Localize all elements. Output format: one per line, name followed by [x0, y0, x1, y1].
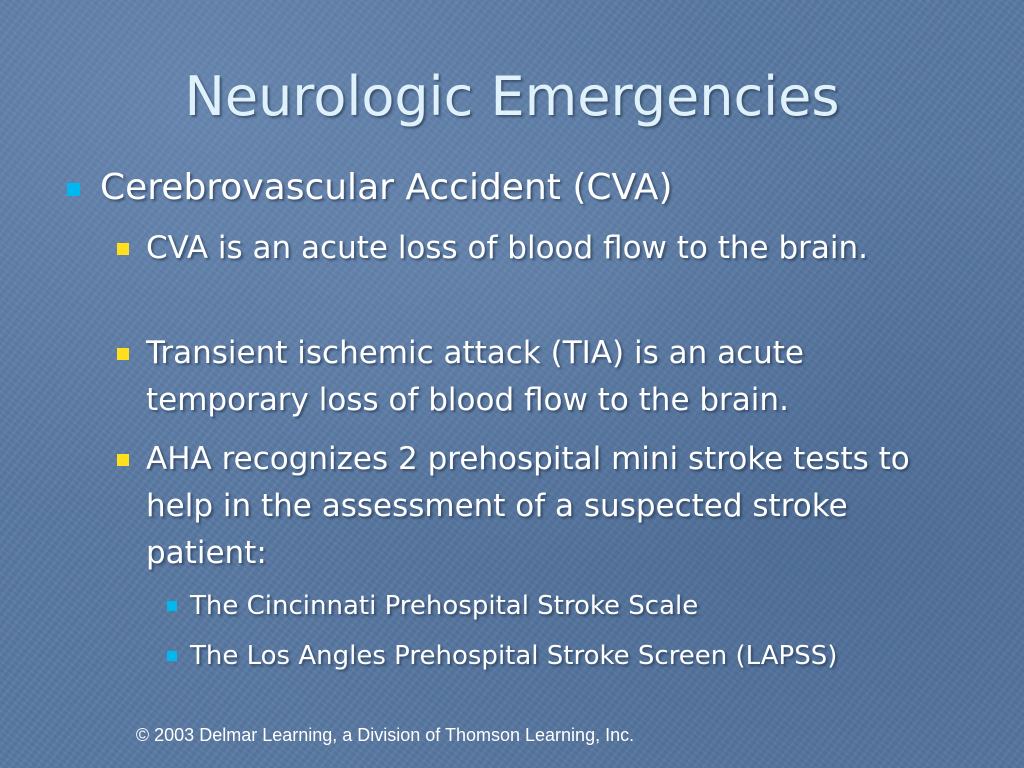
bullet-level2-tia-definition: [146, 330, 976, 424]
copyright-footer: © 2003 Delmar Learning, a Division of Thomson Learning, Inc.: [135, 725, 635, 745]
bullet-text: AHA recognizes 2 prehospital mini stroke tests to help in the assessment of a suspected stroke patient:: [146, 441, 910, 571]
square-bullet-icon: [167, 601, 177, 611]
bullet-text: Cerebrovascular Accident (CVA): [100, 167, 673, 208]
square-bullet-icon: [67, 183, 80, 196]
bullet-level2-cva-definition: [146, 225, 976, 272]
bullet-text: The Los Angles Prehospital Stroke Screen (LAPSS): [190, 641, 838, 671]
bullet-level3-cincinnati: [190, 586, 990, 626]
bullet-text: Transient ischemic attack (TIA) is an acute temporary loss of blood flow to the brain.: [146, 335, 805, 418]
slide-title: Neurologic Emergencies: [184, 65, 840, 128]
bullet-level3-lapss: [190, 636, 990, 676]
square-bullet-icon: [167, 651, 177, 661]
bullet-text: CVA is an acute loss of blood flow to the brain.: [146, 230, 868, 266]
bullet-level2-aha-tests: [146, 436, 976, 577]
square-bullet-icon: [117, 348, 129, 360]
square-bullet-icon: [117, 243, 129, 255]
square-bullet-icon: [117, 454, 129, 466]
bullet-text: The Cincinnati Prehospital Stroke Scale: [190, 591, 699, 621]
bullet-level1-cva: [100, 164, 980, 212]
